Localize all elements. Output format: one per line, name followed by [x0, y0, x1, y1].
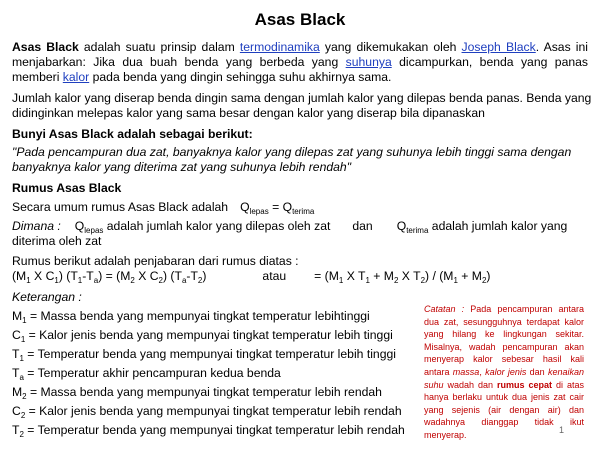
symbol-sub: 2	[19, 430, 24, 439]
intro-text: dicampurkan, benda yang panas	[391, 55, 589, 69]
note-italic: kalor jenis	[485, 366, 527, 377]
symbol: M	[12, 385, 23, 399]
keterangan-item	[12, 423, 405, 442]
formula-part: )	[202, 269, 207, 283]
equals-q: = Q	[268, 200, 293, 214]
dimana-line-2: diterima oleh zat	[12, 234, 102, 248]
formula-part: X T	[343, 269, 366, 283]
intro-text: yang dikemukakan oleh	[319, 40, 462, 54]
note-text: dan	[526, 366, 548, 377]
intro-text: adalah suatu prinsip dalam	[78, 40, 240, 54]
dan-text: dan	[352, 219, 373, 233]
formula-part: X C	[30, 269, 55, 283]
keterangan-item	[12, 404, 402, 423]
description: = Temperatur benda yang mempunyai tingkat temperatur lebih tinggi	[23, 347, 396, 361]
symbol-sub: 2	[22, 392, 27, 401]
keterangan-heading: Keterangan :	[12, 290, 82, 304]
link-termodinamika[interactable]: termodinamika	[239, 40, 320, 54]
formula-part: X C	[134, 269, 159, 283]
note-text: Pada pencampuran antara dua zat, sesungguhnya terdapat kalor yang hilang ke lingkungan sekitar. Misalnya, wadah pencampuran akan menyerap kalor sebesar hasil kali antara	[424, 304, 584, 377]
intro-text: memberi	[12, 70, 63, 84]
symbol: C	[12, 404, 21, 418]
note-text: wadah dan	[443, 379, 497, 390]
intro-text: menjabarkan: Jika dua buah benda yang berbeda yang	[12, 55, 346, 69]
bunyi-heading: Bunyi Asas Black adalah sebagai berikut:	[12, 127, 253, 141]
formula-sub: 2	[158, 276, 163, 285]
note-text: di atas hanya berlaku untuk dua jenis zat cair yang sejenis (air dengan air) dan wadahnya dianggap tidak ikut menyerap.	[424, 379, 584, 440]
formula-sub: 1	[453, 276, 458, 285]
sub-lepas: lepas	[84, 226, 104, 235]
rumus-text: Secara umum rumus Asas Black adalah	[12, 200, 229, 214]
formula-part: )	[486, 269, 491, 283]
intro-line-3	[12, 70, 391, 85]
formula-part: ) = (M	[98, 269, 131, 283]
note-label: Catatan :	[424, 304, 465, 314]
note-bold: rumus cepat	[497, 379, 552, 390]
page-number: 1	[559, 425, 565, 435]
bunyi-quote-2: banyaknya kalor yang diterima zat yang suhunya lebih rendah"	[12, 160, 352, 174]
note-text: ,	[479, 366, 486, 377]
keterangan-item	[12, 309, 370, 328]
description: = Temperatur akhir pencampuran kedua benda	[23, 366, 281, 380]
formula-part: (M	[12, 269, 27, 283]
symbol: T	[12, 423, 20, 437]
formula-part: + M	[457, 269, 482, 283]
formula-part: ) (T	[162, 269, 182, 283]
formula-part: -T	[186, 269, 198, 283]
link-kalor[interactable]: kalor	[62, 70, 90, 84]
note-italic: kenaikan suhu	[424, 366, 584, 390]
intro-text: . Asas ini	[535, 40, 588, 54]
dimana-text: adalah jumlah kalor yang dilepas oleh zat	[103, 219, 331, 233]
page-title: Asas Black	[254, 10, 346, 29]
para2-line-1: Jumlah kalor yang diserap benda dingin sama dengan jumlah kalor yang dilepas benda panas. Benda yang	[12, 91, 592, 105]
link-joseph-black[interactable]: Joseph Black	[461, 40, 536, 54]
symbol: M	[12, 309, 23, 323]
symbol-sub: 1	[20, 335, 26, 344]
description: = Kalor jenis benda yang mempunyai tingkat temperatur lebih tinggi	[25, 328, 393, 342]
keterangan-item	[12, 385, 382, 404]
jabar-line: Rumus berikut adalah penjabaran dari rumus diatas :	[12, 254, 299, 268]
description: = Massa benda yang mempunyai tingkat temperatur lebihtinggi	[26, 309, 370, 323]
formula-part: X T	[398, 269, 421, 283]
formula-sub: 2	[197, 276, 203, 285]
sub-terima: terima	[406, 226, 429, 235]
rumus-heading: Rumus Asas Black	[12, 181, 122, 195]
formula-part: -T	[82, 269, 94, 283]
symbol: C	[12, 328, 21, 342]
q-symbol: Q	[74, 219, 85, 233]
para2-line-2: didinginkan melepas kalor yang sama besar dengan kalor yang diserap bila dipanaskan	[12, 106, 485, 120]
note-italic: massa	[452, 366, 480, 377]
description: = Temperatur benda yang mempunyai tingkat temperatur lebih rendah	[23, 423, 405, 437]
formula-sub: 1	[365, 276, 370, 285]
formula-sub: 1	[54, 276, 59, 285]
symbol-sub: 2	[20, 411, 26, 420]
formula-sub: a	[93, 276, 99, 285]
intro-text: pada benda yang dingin sehingga suhu akhirnya sama.	[89, 70, 392, 84]
term-asas-black: Asas Black	[12, 40, 79, 54]
symbol: T	[12, 347, 20, 361]
atau-text: atau	[262, 269, 287, 283]
formula-part: ) / (M	[425, 269, 454, 283]
rumus-line-1	[12, 200, 314, 219]
dimana-label: Dimana :	[12, 219, 61, 233]
formula-sub: 2	[420, 276, 426, 285]
formula-sub: 2	[481, 276, 487, 285]
formula-sub: 1	[338, 276, 344, 285]
symbol-sub: 1	[22, 316, 27, 325]
catatan-note	[424, 303, 584, 442]
formula-sub: 1	[26, 276, 31, 285]
formula-sub: 1	[77, 276, 83, 285]
bunyi-quote-1: "Pada pencampuran dua zat, banyaknya kalor yang dilepas zat yang suhunya lebih tinggi sama dengan	[12, 145, 572, 159]
symbol: T	[12, 366, 20, 380]
keterangan-item	[12, 366, 281, 385]
symbol-sub: 1	[19, 354, 24, 363]
q-symbol: Q	[240, 200, 250, 214]
link-suhunya[interactable]: suhunya	[345, 55, 392, 69]
q-symbol: Q	[396, 219, 407, 233]
intro-line-1	[12, 40, 588, 55]
description: = Kalor jenis benda yang mempunyai tingkat temperatur lebih rendah	[25, 404, 402, 418]
formula-part: = (M	[314, 269, 339, 283]
keterangan-item	[12, 347, 396, 366]
sub-terima: terima	[292, 207, 315, 216]
symbol-sub: a	[19, 373, 24, 382]
formula-sub: 2	[393, 276, 399, 285]
formula-line	[12, 269, 490, 288]
description: = Massa benda yang mempunyai tingkat temperatur lebih rendah	[26, 385, 382, 399]
formula-part: ) (T	[58, 269, 78, 283]
formula-sub: a	[181, 276, 187, 285]
formula-sub: 2	[130, 276, 135, 285]
dimana-text: adalah jumlah kalor yang	[428, 219, 568, 233]
sub-lepas: lepas	[249, 207, 269, 216]
formula-part: + M	[369, 269, 394, 283]
intro-line-2	[12, 55, 588, 70]
keterangan-item	[12, 328, 393, 347]
